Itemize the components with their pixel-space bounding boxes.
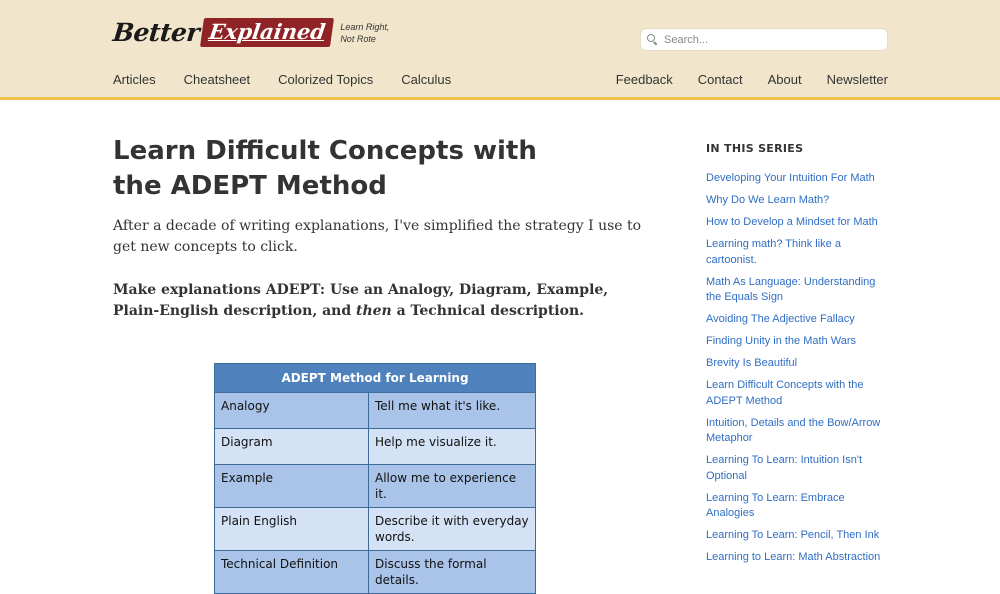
list-item bbox=[706, 215, 891, 231]
search-box[interactable] bbox=[640, 28, 888, 51]
table-cell-term: Plain English bbox=[215, 508, 369, 551]
adept-method-table bbox=[214, 363, 536, 594]
series-link[interactable]: Learning To Learn: Pencil, Then Ink bbox=[706, 529, 880, 541]
series-link[interactable]: Intuition, Details and the Bow/Arrow Metaphor bbox=[706, 416, 881, 444]
series-link[interactable]: Avoiding The Adjective Fallacy bbox=[706, 313, 855, 325]
series-link[interactable]: Learning To Learn: Embrace Analogies bbox=[706, 491, 845, 519]
list-item bbox=[706, 171, 891, 187]
tagline-line-2: Not Rote bbox=[340, 33, 376, 44]
lead-text-end: a Technical description. bbox=[391, 303, 585, 319]
site-header bbox=[0, 0, 1000, 100]
table-row bbox=[215, 508, 536, 551]
nav-articles[interactable]: Articles bbox=[113, 72, 156, 87]
nav-colorized-topics[interactable]: Colorized Topics bbox=[278, 72, 374, 87]
series-link[interactable]: Developing Your Intuition For Math bbox=[706, 172, 875, 184]
secondary-nav bbox=[591, 72, 888, 87]
list-item bbox=[706, 356, 891, 372]
list-item bbox=[706, 237, 891, 268]
list-item bbox=[706, 193, 891, 209]
list-item bbox=[706, 528, 891, 544]
list-item bbox=[706, 416, 891, 447]
list-item bbox=[706, 378, 891, 409]
series-heading: IN THIS SERIES bbox=[706, 142, 804, 155]
series-link[interactable]: Why Do We Learn Math? bbox=[706, 194, 830, 206]
table-row bbox=[215, 393, 536, 429]
series-link[interactable]: Math As Language: Understanding the Equals Sign bbox=[706, 275, 876, 303]
logo-better-text: Better bbox=[111, 18, 201, 47]
series-link[interactable]: Learning To Learn: Intuition Isn't Optional bbox=[706, 454, 863, 482]
site-logo[interactable] bbox=[113, 18, 389, 47]
nav-about[interactable]: About bbox=[767, 72, 802, 87]
article-lead bbox=[113, 280, 643, 322]
series-link[interactable]: Finding Unity in the Math Wars bbox=[706, 335, 856, 347]
nav-calculus[interactable]: Calculus bbox=[401, 72, 452, 87]
table-cell-description: Help me visualize it. bbox=[369, 429, 536, 465]
list-item bbox=[706, 550, 891, 566]
list-item bbox=[706, 453, 891, 484]
tagline-line-1: Learn Right, bbox=[340, 21, 390, 32]
search-icon bbox=[647, 34, 658, 45]
table-row bbox=[215, 551, 536, 594]
nav-cheatsheet[interactable]: Cheatsheet bbox=[183, 72, 251, 87]
series-list bbox=[706, 171, 891, 572]
table-row bbox=[215, 465, 536, 508]
table-cell-description: Tell me what it's like. bbox=[369, 393, 536, 429]
table-cell-term: Technical Definition bbox=[215, 551, 369, 594]
nav-newsletter[interactable]: Newsletter bbox=[826, 72, 888, 87]
list-item bbox=[706, 491, 891, 522]
list-item bbox=[706, 275, 891, 306]
series-link[interactable]: Learning to Learn: Math Abstraction bbox=[706, 551, 881, 563]
list-item bbox=[706, 334, 891, 350]
lead-emphasis: then bbox=[355, 303, 392, 319]
table-cell-description: Describe it with everyday words. bbox=[369, 508, 536, 551]
primary-nav bbox=[113, 72, 479, 87]
table-cell-term: Example bbox=[215, 465, 369, 508]
article-title: Learn Difficult Concepts with the ADEPT Method bbox=[113, 136, 537, 201]
series-link[interactable]: Learning math? Think like a cartoonist. bbox=[706, 238, 841, 266]
table-header-row bbox=[215, 364, 536, 393]
table-heading: ADEPT Method for Learning bbox=[215, 364, 536, 393]
site-tagline bbox=[340, 21, 389, 45]
table-row bbox=[215, 429, 536, 465]
table-cell-description: Allow me to experience it. bbox=[369, 465, 536, 508]
table-cell-term: Diagram bbox=[215, 429, 369, 465]
lead-text-start: Make explanations ADEPT: Use an Analogy, Diagram, Example, Plain-English description, and bbox=[113, 282, 609, 319]
article-intro: After a decade of writing explanations, I've simplified the strategy I use to get new concepts to click. bbox=[113, 218, 642, 255]
search-input[interactable] bbox=[664, 34, 874, 46]
logo-explained-text: Explained bbox=[200, 18, 334, 47]
series-link[interactable]: Brevity Is Beautiful bbox=[706, 357, 798, 369]
series-link[interactable]: Learn Difficult Concepts with the ADEPT Method bbox=[706, 379, 864, 407]
table-cell-term: Analogy bbox=[215, 393, 369, 429]
nav-feedback[interactable]: Feedback bbox=[615, 72, 673, 87]
nav-contact[interactable]: Contact bbox=[697, 72, 743, 87]
list-item bbox=[706, 312, 891, 328]
table-cell-description: Discuss the formal details. bbox=[369, 551, 536, 594]
series-link[interactable]: How to Develop a Mindset for Math bbox=[706, 216, 878, 228]
